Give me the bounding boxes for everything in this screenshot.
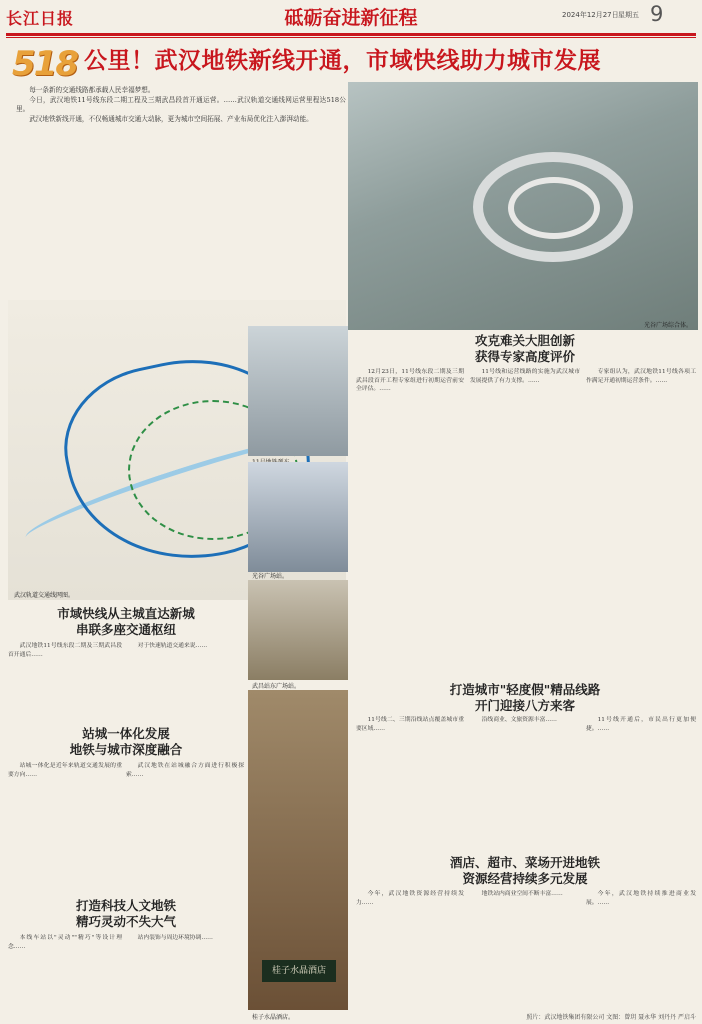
section-heading [352, 333, 698, 365]
line11-train-photo [248, 326, 348, 456]
paragraph: 今年，武汉地铁资源经营持续发力…… [356, 891, 464, 906]
hotel-sign: 桂子水晶酒店 [262, 960, 336, 982]
article-column [356, 716, 464, 852]
paragraph: 11号线开通后，市民出行更加便捷。…… [586, 717, 696, 732]
article-column [126, 762, 244, 894]
photo-guangu-caption: 光谷广场站。 [252, 573, 289, 580]
article-column [586, 368, 696, 678]
paragraph: 站内装饰与周边环境协调…… [137, 935, 213, 941]
paragraph: 专家组认为，武汉地铁11号线各项工作满足开通初期运营条件。…… [586, 369, 696, 384]
article-column [470, 368, 580, 678]
article-column [586, 716, 696, 852]
section-heading-line: 打造城市"轻度假"精品线路 [449, 682, 601, 697]
paragraph: 11号线和运营线路的实施为武汉城市发展提供了有力支撑。…… [470, 369, 580, 384]
intro-paragraph: 今日，武汉地铁11号线东段二期工程及三期武昌段首开通运营。……武汉轨道交通线网运营里程达518公里。 [16, 95, 346, 114]
map-caption: 武汉轨道交通线网图。 [14, 592, 75, 599]
paragraph: 对于快速轨道交通来说…… [137, 643, 208, 649]
hotel-photo [248, 690, 348, 1010]
article-column [8, 934, 122, 1016]
section-heading-line: 攻克难关大胆创新 [474, 333, 575, 348]
page-section-title: 砥砺奋进新征程 [284, 7, 418, 29]
section-heading-line: 开门迎接八方来客 [474, 698, 575, 713]
page-number: 9 [650, 2, 664, 26]
article-column [126, 934, 244, 1016]
section-heading [8, 606, 244, 638]
issue-date: 2024年12月27日 [562, 11, 619, 19]
paragraph: 11号线二、三期沿线站点覆盖城市重要区域…… [356, 717, 464, 732]
section-heading [352, 855, 698, 887]
top-photo-caption: 光谷广场综合体。 [644, 322, 693, 329]
paragraph: 沿线商业、文旅资源丰富…… [481, 717, 557, 723]
hub-aerial-photo [348, 82, 698, 330]
masthead-rule [6, 33, 696, 36]
main-headline: 公里！武汉地铁新线开通，市域快线助力城市发展 [84, 48, 601, 74]
newspaper-logo: 长江日报 [6, 9, 75, 28]
paragraph: 本线车站以"灵动""精巧"等设计理念…… [8, 935, 122, 950]
section-heading [8, 726, 244, 758]
article-column [126, 642, 244, 722]
wuchang-station-photo [248, 580, 348, 680]
photo-wuguan-caption: 武昌站东广场站。 [252, 683, 301, 690]
guanggu-station-photo [248, 462, 348, 572]
intro-text [16, 86, 346, 124]
article-column [470, 716, 580, 852]
section-heading-line: 获得专家高度评价 [474, 349, 575, 364]
article-column [470, 890, 580, 1010]
paragraph: 武汉地铁在站城融合方面进行积极探索…… [126, 763, 244, 778]
intro-paragraph: 每一条新的交通线路都承载人民幸福梦想。 [29, 86, 155, 94]
paragraph: 武汉地铁11号线东段二期及三期武昌段首开通后…… [8, 643, 122, 658]
section-heading [352, 682, 698, 714]
section-heading [8, 898, 244, 930]
roundabout-inner-shape [508, 177, 600, 239]
paragraph: 12月23日，11号线东段二期及三期武昌段首开工程专家组进行初期运营前安全评估。…… [356, 369, 464, 393]
article-column [356, 890, 464, 1010]
section-heading-line: 资源经营持续多元发展 [462, 871, 588, 886]
section-heading-line: 站城一体化发展 [82, 726, 170, 741]
paragraph: 站城一体化是近年来轨道交通发展的重要方向…… [8, 763, 122, 778]
article-column [586, 890, 696, 1010]
paragraph: 地铁站内商业空间不断丰富…… [481, 891, 563, 897]
article-column [356, 368, 464, 678]
photo-guizi-caption: 桂子水晶酒店。 [252, 1014, 295, 1021]
article-column [8, 642, 122, 722]
section-heading-line: 酒店、超市、菜场开进地铁 [449, 855, 600, 870]
paragraph: 今年，武汉地铁持续推进商业发展。…… [586, 891, 696, 906]
article-column [8, 762, 122, 894]
section-heading-line: 地铁与城市深度融合 [69, 742, 183, 757]
headline-badge: 518 [12, 44, 77, 84]
page-credits: 照片：武汉地铁集团有限公司 文图：曾玥 聂永华 刘丹丹 严启斗 [526, 1014, 696, 1021]
masthead [0, 0, 702, 34]
issue-weekday: 星期五 [618, 11, 639, 19]
masthead-thin-rule [6, 37, 696, 38]
section-heading-line: 精巧灵动不失大气 [75, 914, 176, 929]
section-heading-line: 市域快线从主城直达新城 [57, 606, 195, 621]
section-heading-line: 串联多座交通枢纽 [75, 622, 176, 637]
section-heading-line: 打造科技人文地铁 [75, 898, 176, 913]
intro-paragraph: 武汉地铁新线开通，不仅畅通城市交通大动脉，更为城市空间拓展、产业布局优化注入澎湃动能。 [29, 114, 313, 123]
